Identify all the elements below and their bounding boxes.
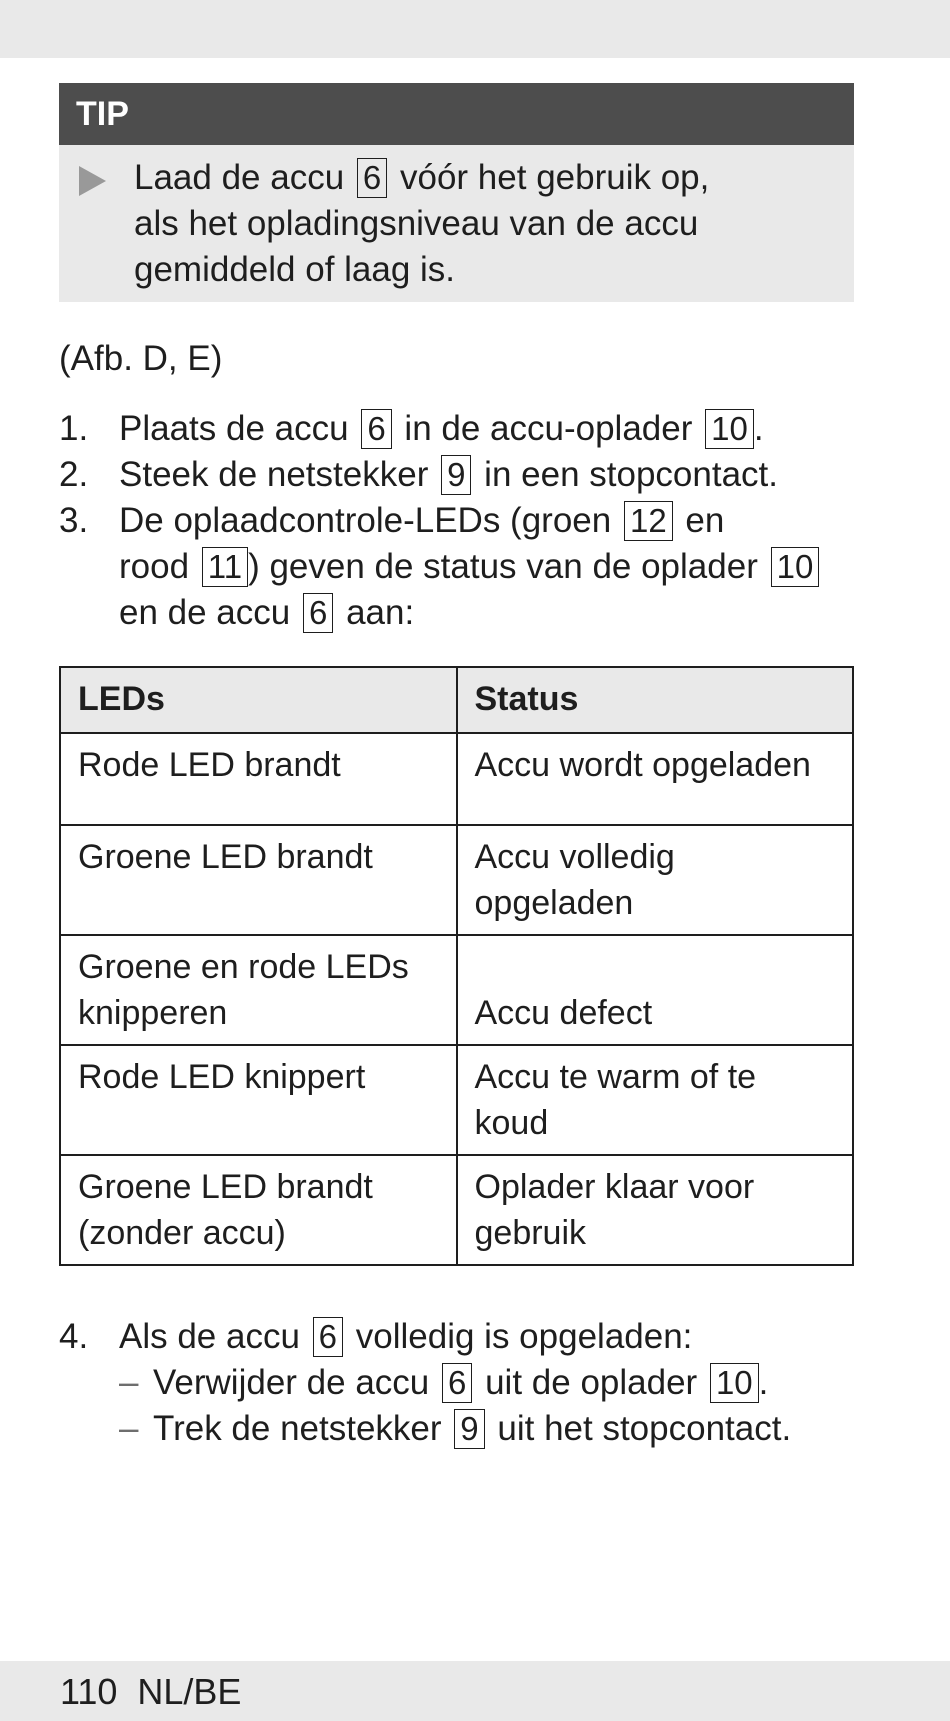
part-ref: 6 [361, 409, 391, 449]
table-row [60, 1045, 853, 1155]
part-ref: 6 [313, 1317, 343, 1357]
part-ref: 6 [442, 1363, 472, 1403]
part-ref: 10 [710, 1363, 759, 1403]
part-ref: 6 [303, 593, 333, 633]
part-ref: 9 [441, 455, 471, 495]
part-ref: 11 [202, 547, 248, 587]
table-cell: Rode LED brandt [60, 733, 457, 825]
page-number: 110 NL/BE [60, 1671, 242, 1712]
tip-box [59, 145, 854, 302]
table-cell: Groene en rode LEDs knipperen [60, 935, 457, 1045]
list-item: 1. Plaats de accu 6 in de accu-oplader 10 . [59, 409, 764, 448]
tip-text: Laad de accu 6 vóór het gebruik op, als het opladingsniveau van de accu gemiddeld of laag is. [134, 158, 710, 289]
dash-bullet: – [119, 1409, 139, 1448]
triangle-bullet-icon [79, 166, 106, 196]
steps-list [59, 406, 859, 636]
column-header-leds: LEDs [60, 667, 457, 733]
dash-bullet: – [119, 1363, 139, 1402]
part-ref: 10 [705, 409, 754, 449]
table-cell: Groene LED brandt (zonder accu) [60, 1155, 457, 1265]
sub-item: – Trek de netstekker 9 uit het stopcontact. [59, 1406, 879, 1452]
table-cell: Oplader klaar voor gebruik [457, 1155, 854, 1265]
part-ref: 12 [624, 501, 673, 541]
top-band [0, 0, 950, 58]
table-cell: Groene LED brandt [60, 825, 457, 935]
table-cell: Accu volledig opgeladen [457, 825, 854, 935]
table-header-row [60, 667, 853, 733]
table-row [60, 1155, 853, 1265]
tip-heading: TIP [59, 83, 854, 145]
table-cell: Accu te warm of te koud [457, 1045, 854, 1155]
figure-reference: (Afb. D, E) [59, 339, 223, 378]
part-ref: 6 [357, 158, 387, 198]
part-ref: 10 [771, 547, 820, 587]
part-ref: 9 [454, 1409, 484, 1449]
table-row [60, 935, 853, 1045]
table-cell: Accu defect [457, 935, 854, 1045]
list-item: 4. Als de accu 6 volledig is opgeladen: [59, 1317, 693, 1356]
led-status-table [59, 666, 854, 1266]
list-item: 2. Steek de netstekker 9 in een stopcontact. [59, 455, 778, 494]
table-cell: Accu wordt opgeladen [457, 733, 854, 825]
table-row [60, 733, 853, 825]
table-row [60, 825, 853, 935]
step-4 [59, 1314, 879, 1452]
sub-item: – Verwijder de accu 6 uit de oplader 10 . [59, 1360, 879, 1406]
column-header-status: Status [457, 667, 854, 733]
list-item: 3. De oplaadcontrole-LEDs (groen 12 en rood 11 ) geven de status van de oplader 10 en de accu 6 aan: [59, 498, 859, 636]
table-cell: Rode LED knippert [60, 1045, 457, 1155]
